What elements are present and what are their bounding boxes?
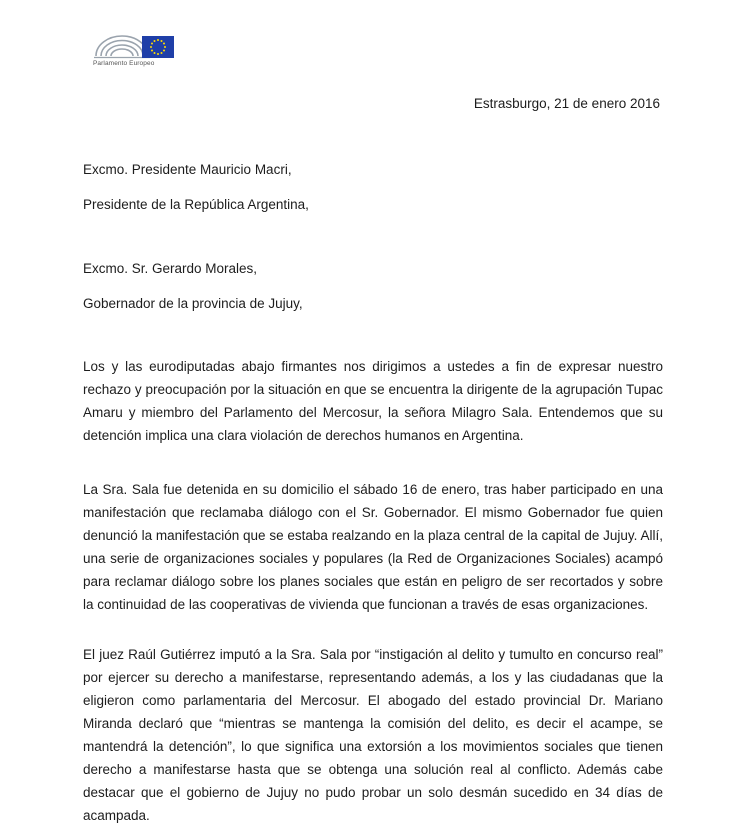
paragraph-judge: El juez Raúl Gutiérrez imputó a la Sra. Sala por “instigación al delito y tumulto en concurso real” por ejercer su derecho a manifestarse, representando además, a los y las ciudadanas que la eligieron como parlamentaria del Mercosur. El abogado del estado provincial Dr. Mariano Miranda declaró que “mientras se mantenga la comisión del delito, es decir el acampe, se mantendrá la detención”, lo que significa una extorsión a los movimientos sociales que tienen derecho a manifestarse hasta que se obtenga una solución real al conflicto. Además cabe destacar que el gobierno de Jujuy no pudo probar un solo desmán sucedido en 34 días de acampada. xyxy=(83,647,663,823)
recipient-2-title: Gobernador de la provincia de Jujuy, xyxy=(83,296,303,311)
logo-caption: Parlamento Europeo xyxy=(93,60,155,67)
paragraph-detention: La Sra. Sala fue detenida en su domicilio el sábado 16 de enero, tras haber participado en una manifestación que reclamaba diálogo con el Sr. Gobernador. El mismo Gobernador fue quien denunció la manifestación que se estaba realzando en la plaza central de la capital de Jujuy. Allí, una serie de organizaciones sociales y populares (la Red de Organizaciones Sociales) acampó para reclamar diálogo sobre los planes sociales que están en peligro de ser recortados y sobre la continuidad de las cooperativas de vivienda que funcionan a través de esas organizaciones. xyxy=(83,482,663,612)
recipient-1-title: Presidente de la República Argentina, xyxy=(83,197,309,212)
place-date: Estrasburgo, 21 de enero 2016 xyxy=(473,96,660,111)
paragraph-intro: Los y las eurodiputadas abajo firmantes nos dirigimos a ustedes a fin de expresar nuestro rechazo y preocupación por la situación en que se encuentra la dirigente de la agrupación Tupac Amaru y miembro del Parlamento del Mercosur, la señora Milagro Sala. Entendemos que su detención implica una clara violación de derechos humanos en Argentina. xyxy=(83,359,663,443)
recipient-2-name: Excmo. Sr. Gerardo Morales, xyxy=(83,261,258,276)
european-parliament-logo-icon xyxy=(92,28,182,78)
recipient-1-name: Excmo. Presidente Mauricio Macri, xyxy=(83,162,292,177)
